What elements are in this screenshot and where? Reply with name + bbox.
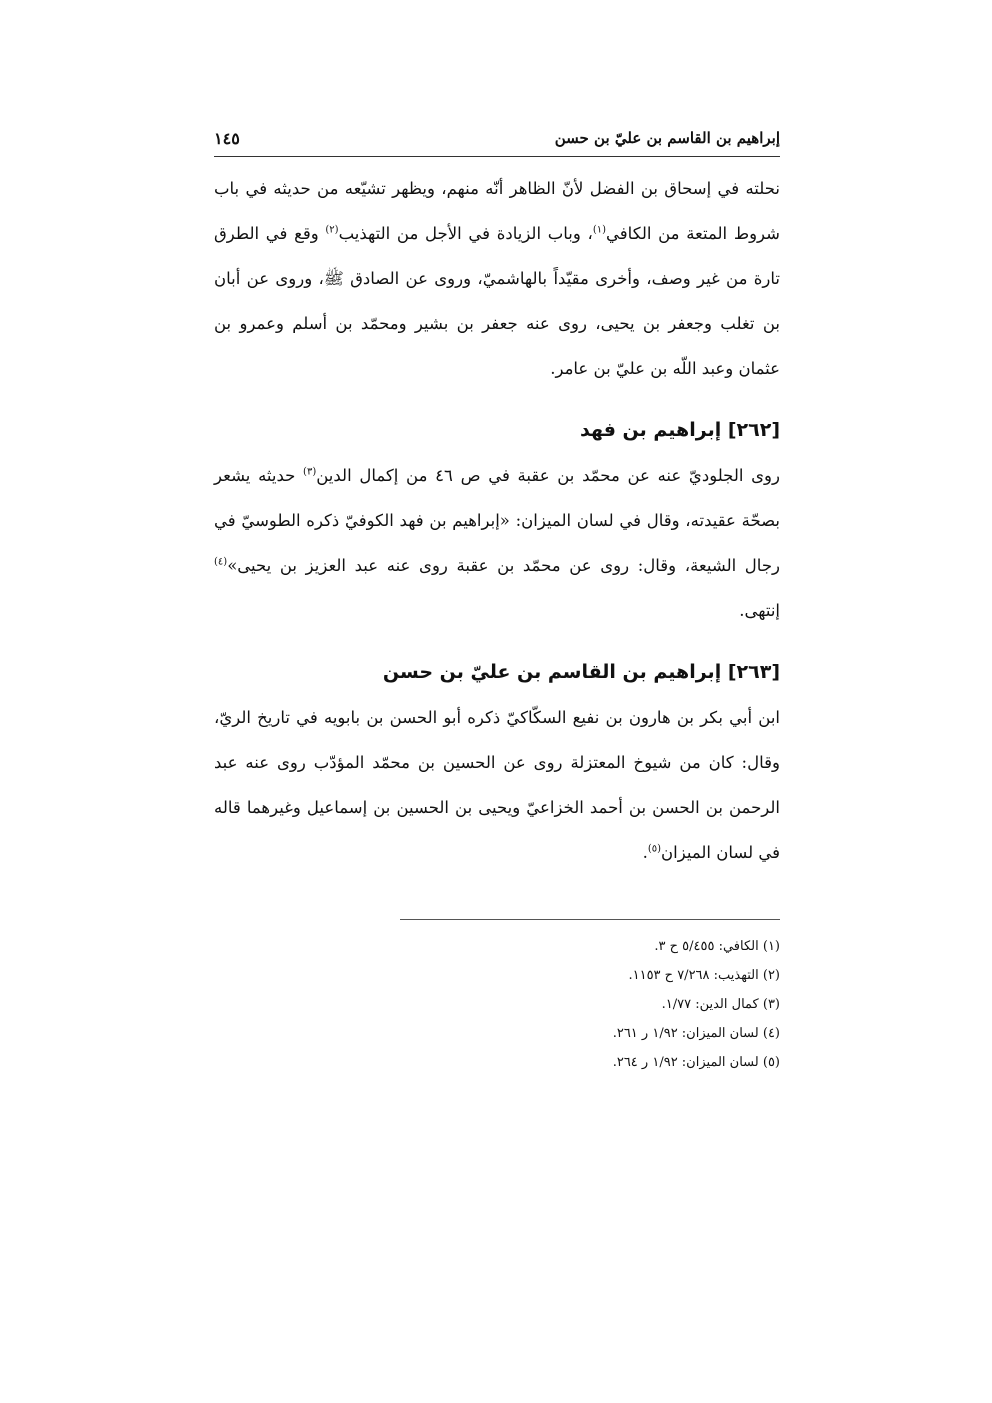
intro-text-2: ، وباب الزيادة في الأجل من التهذيب	[338, 224, 593, 243]
footnote-ref-2: (٢)	[325, 224, 339, 236]
page-header	[214, 124, 780, 152]
footnote-3: (٣) كمال الدين: ١/٧٧.	[661, 997, 780, 1012]
footnotes	[214, 932, 780, 1077]
main-text	[214, 166, 780, 875]
intro-text-1: نحلته في إسحاق بن الفضل لأنّ الظاهر أنّه منهم، ويظهر تشيّعه من حديثه في باب شروط المتعة من الكافي	[214, 179, 780, 243]
footnote-5: (٥) لسان الميزان: ١/٩٢ ر ٢٦٤.	[612, 1055, 780, 1070]
entry-262-heading: [٢٦٢] إبراهيم بن فهد	[579, 419, 780, 441]
footnote-ref-1: (١)	[592, 224, 607, 236]
intro-paragraph	[214, 166, 780, 391]
entry-263-text-1: ابن أبي بكر بن هارون بن نفيع السكّاكيّ ذكره أبو الحسن بن بابويه في تاريخ الريّ، وقال: كان من شيوخ المعتزلة روى عن الحسين بن محمّد المؤدّب روى عنه عبد الرحمن بن الحسن بن أحمد الخزاعيّ ويحيى بن الحسين بن إسماعيل وغيرهما قاله في لسان الميزان	[214, 708, 780, 862]
footnote-4: (٤) لسان الميزان: ١/٩٢ ر ٢٦١.	[612, 1026, 780, 1041]
footnote-2: (٢) التهذيب: ٧/٢٦٨ ح ١١٥٣.	[628, 968, 780, 983]
footnote-1: (١) الكافي: ٥/٤٥٥ ح ٣.	[654, 939, 780, 954]
footnote-ref-5: (٥)	[647, 843, 662, 855]
footnote-divider	[400, 919, 780, 920]
entry-263-paragraph	[214, 695, 780, 875]
entry-263-text-2: .	[642, 843, 648, 862]
running-title: إبراهيم بن القاسم بن عليّ بن حسن	[554, 129, 780, 147]
entry-262-text-2: حديثه يشعر بصحّة عقيدته، وقال في لسان الميزان: «إبراهيم بن فهد الكوفيّ ذكره الطوسيّ في رجال الشيعة، وقال: روى عن محمّد بن عقبة روى عنه عبد العزيز بن يحيى»	[214, 466, 780, 575]
entry-262-paragraph	[214, 453, 780, 633]
entry-262-text-1: روى الجلوديّ عنه عن محمّد بن عقبة في ص ٤٦ من إكمال الدين	[316, 466, 780, 485]
entry-263-heading: [٢٦٣] إبراهيم بن القاسم بن عليّ بن حسن	[382, 661, 780, 683]
footnote-ref-3: (٣)	[303, 466, 317, 478]
footnote-ref-4: (٤)	[214, 556, 228, 568]
page-number: ١٤٥	[214, 128, 240, 148]
intro-text-3: وقع في الطرق تارة من غير وصف، وأخرى مقيّداً بالهاشميّ، وروى عن الصادق ﷺ، وروى عن أبان بن تغلب وجعفر بن يحيى، روى عنه جعفر بن بشير ومحمّد بن أسلم وعمرو بن عثمان وعبد اللّه بن عليّ بن عامر.	[214, 224, 780, 378]
header-divider	[214, 156, 780, 157]
entry-262-text-3: إنتهى.	[739, 601, 780, 620]
